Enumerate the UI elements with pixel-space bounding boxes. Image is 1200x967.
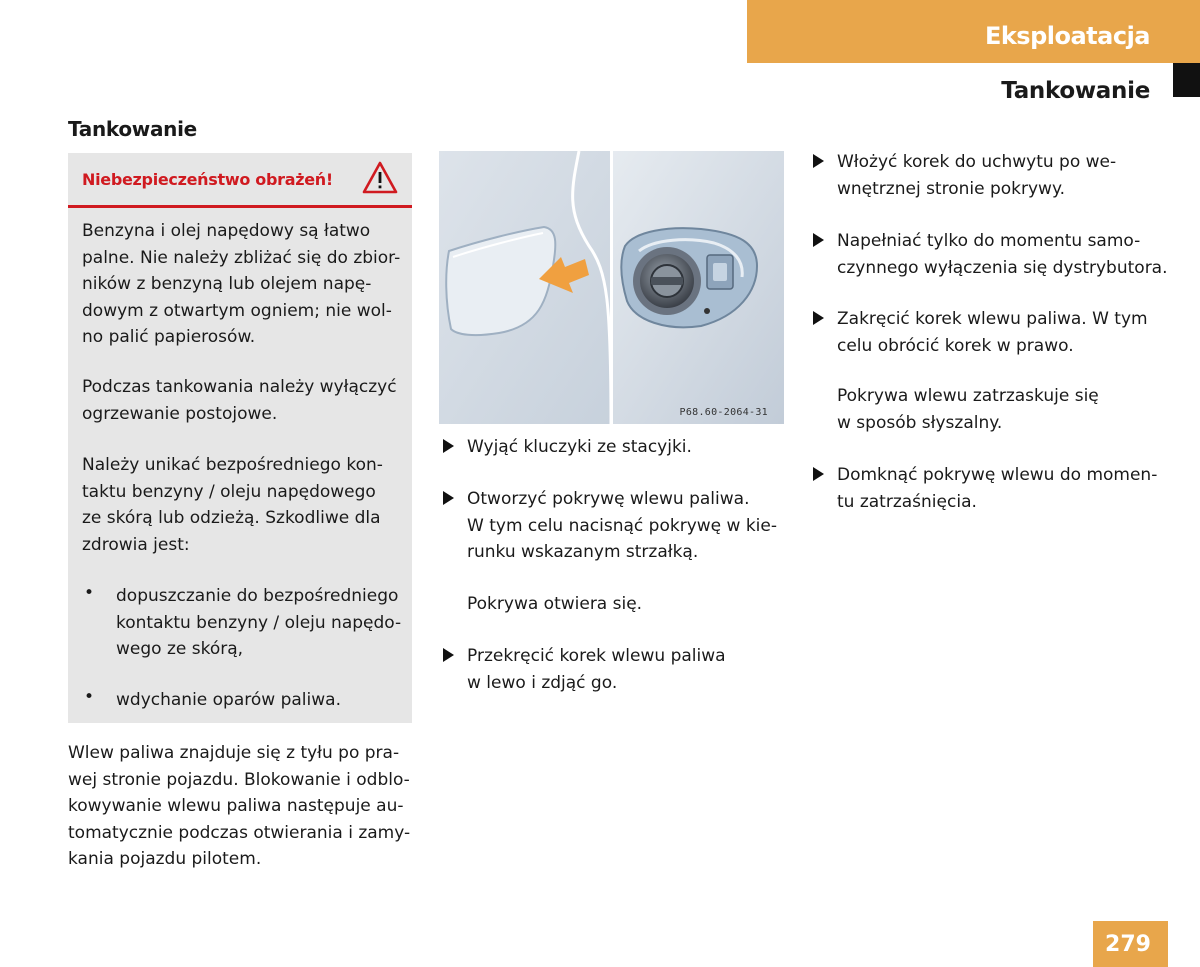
warning-paragraph-1: Benzyna i olej napędowy są łatwo palne. Nie należy zbliżać się do zbior- ników z benzyną lub olejem napę- dowym z otwartym ogniem; nie wol- no palić papierosów. [82, 221, 401, 347]
page-number: 279 [1105, 932, 1151, 957]
step-arrow-icon [443, 491, 454, 505]
step-arrow-icon [813, 311, 824, 325]
bullet-dot: • [84, 583, 95, 603]
warning-triangle-icon [362, 160, 398, 196]
step-arrow-icon [813, 233, 824, 247]
chapter-title: Eksploatacja [984, 22, 1150, 50]
step-arrow-icon [443, 648, 454, 662]
step-arrow-icon [443, 439, 454, 453]
note-flap-clicks: Pokrywa wlewu zatrzaskuje się w sposób słyszalny. [837, 386, 1099, 433]
warning-paragraph-2: Podczas tankowania należy wyłączyć ogrzewanie postojowe. [82, 377, 397, 424]
warning-bullet-2: wdychanie oparów paliwa. [116, 690, 341, 710]
intro-paragraph: Wlew paliwa znajduje się z tyłu po pra- wej stronie pojazdu. Blokowanie i odblo- kowywanie wlewu paliwa następuje au- tomatycznie podczas otwierania i zamy- kania pojazdu pilotem. [68, 743, 411, 869]
thumb-index-mark [1173, 63, 1200, 97]
warning-title: Niebezpieczeństwo obrażeń! [82, 170, 333, 189]
bullet-dot: • [84, 687, 95, 707]
warning-paragraph-3: Należy unikać bezpośredniego kon- taktu benzyny / oleju napędowego ze skórą lub odzieżą. Szkodliwe dla zdrowia jest: [82, 455, 383, 555]
warning-box [68, 153, 412, 723]
warning-header [68, 153, 412, 208]
warning-bullet-1: dopuszczanie do bezpośredniego kontaktu benzyny / oleju napędo- wego ze skórą, [116, 586, 402, 659]
section-title: Tankowanie [1001, 78, 1150, 104]
note-flap-opens: Pokrywa otwiera się. [467, 594, 643, 614]
page-heading: Tankowanie [68, 117, 197, 141]
fuel-flap-diagram [439, 151, 784, 424]
figure-label: P68.60-2064-31 [679, 407, 768, 418]
step-arrow-icon [813, 467, 824, 481]
step-arrow-icon [813, 154, 824, 168]
page-number-tab [1093, 921, 1168, 967]
fuel-filler-illustration [439, 151, 784, 424]
chapter-tab [747, 0, 1200, 63]
